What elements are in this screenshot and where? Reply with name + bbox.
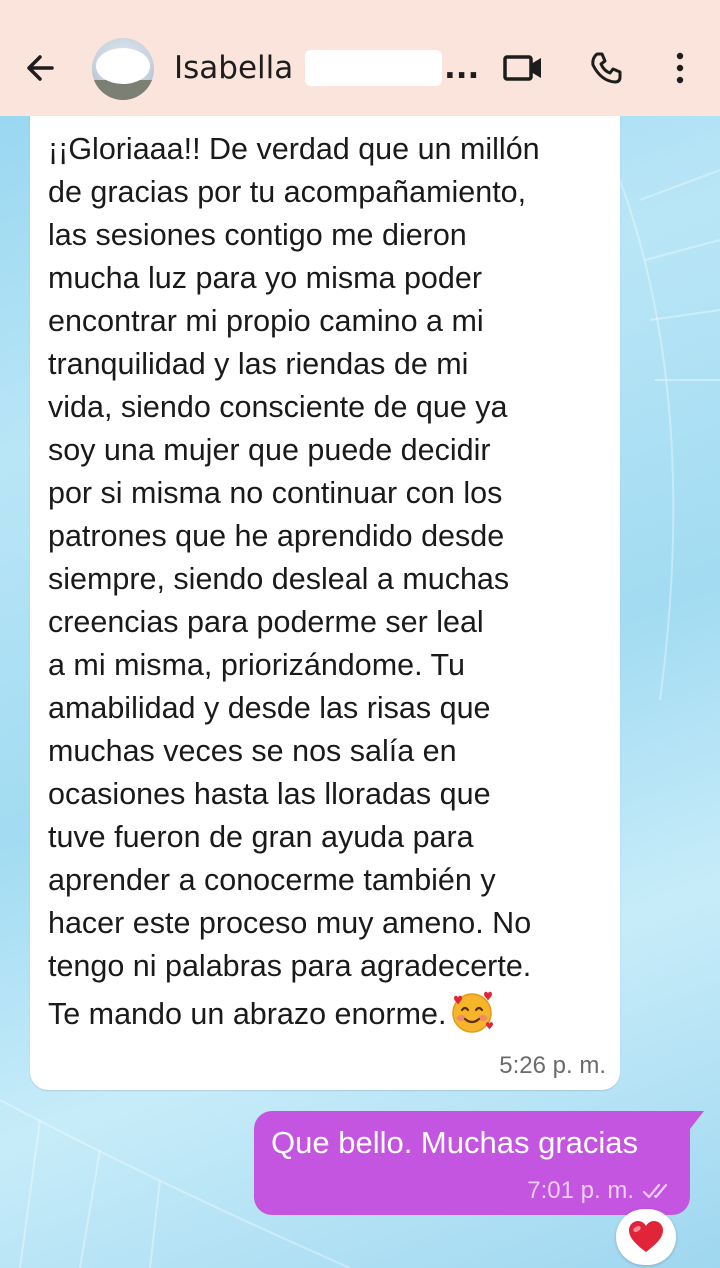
outgoing-message-time: 7:01 p. m. bbox=[527, 1177, 634, 1204]
incoming-message-time: 5:26 p. m. bbox=[499, 1052, 606, 1079]
outgoing-message-bubble[interactable] bbox=[254, 1111, 690, 1215]
incoming-message-text bbox=[48, 128, 618, 1036]
double-check-icon bbox=[642, 1181, 674, 1201]
contact-avatar[interactable] bbox=[92, 38, 154, 100]
avatar-redaction bbox=[96, 48, 150, 84]
name-redaction bbox=[305, 50, 442, 86]
name-ellipsis: ... bbox=[444, 50, 480, 86]
incoming-message-bubble[interactable] bbox=[30, 116, 620, 1090]
contact-name[interactable]: Isabella bbox=[174, 50, 294, 86]
phone-call-icon[interactable] bbox=[588, 50, 624, 86]
outgoing-message-text: Que bello. Muchas gracias bbox=[271, 1125, 639, 1160]
smiling-face-with-hearts-icon bbox=[448, 988, 496, 1036]
message-body: ¡¡Gloriaaa!! De verdad que un millón de gracias por tu acompañamiento, las sesiones contigo me dieron mucha luz para yo misma poder encontrar mi propio camino a mi tranquilidad y las riendas de mi vida, siendo consciente de que ya soy una mujer que puede decidir por si misma no continuar con los patrones que he aprendido desde siempre, siendo desleal a muchas creencias para poderme ser leal a mi misma, priorizándome. Tu amabilidad y desde las risas que muchas veces se nos salía en ocasiones hasta las lloradas que tuve fueron de gran ayuda para aprender a conocerme también y hacer este proceso muy ameno. No tengo ni palabras para agradecerte. Te mando un abrazo enorme. bbox=[48, 132, 540, 1031]
chat-header bbox=[0, 0, 720, 116]
video-call-icon[interactable] bbox=[502, 50, 544, 86]
message-reaction[interactable] bbox=[616, 1209, 676, 1265]
more-options-icon[interactable] bbox=[670, 50, 690, 86]
red-heart-icon bbox=[626, 1217, 666, 1257]
back-arrow-icon[interactable] bbox=[22, 48, 62, 88]
outgoing-bubble-tail bbox=[690, 1111, 704, 1129]
